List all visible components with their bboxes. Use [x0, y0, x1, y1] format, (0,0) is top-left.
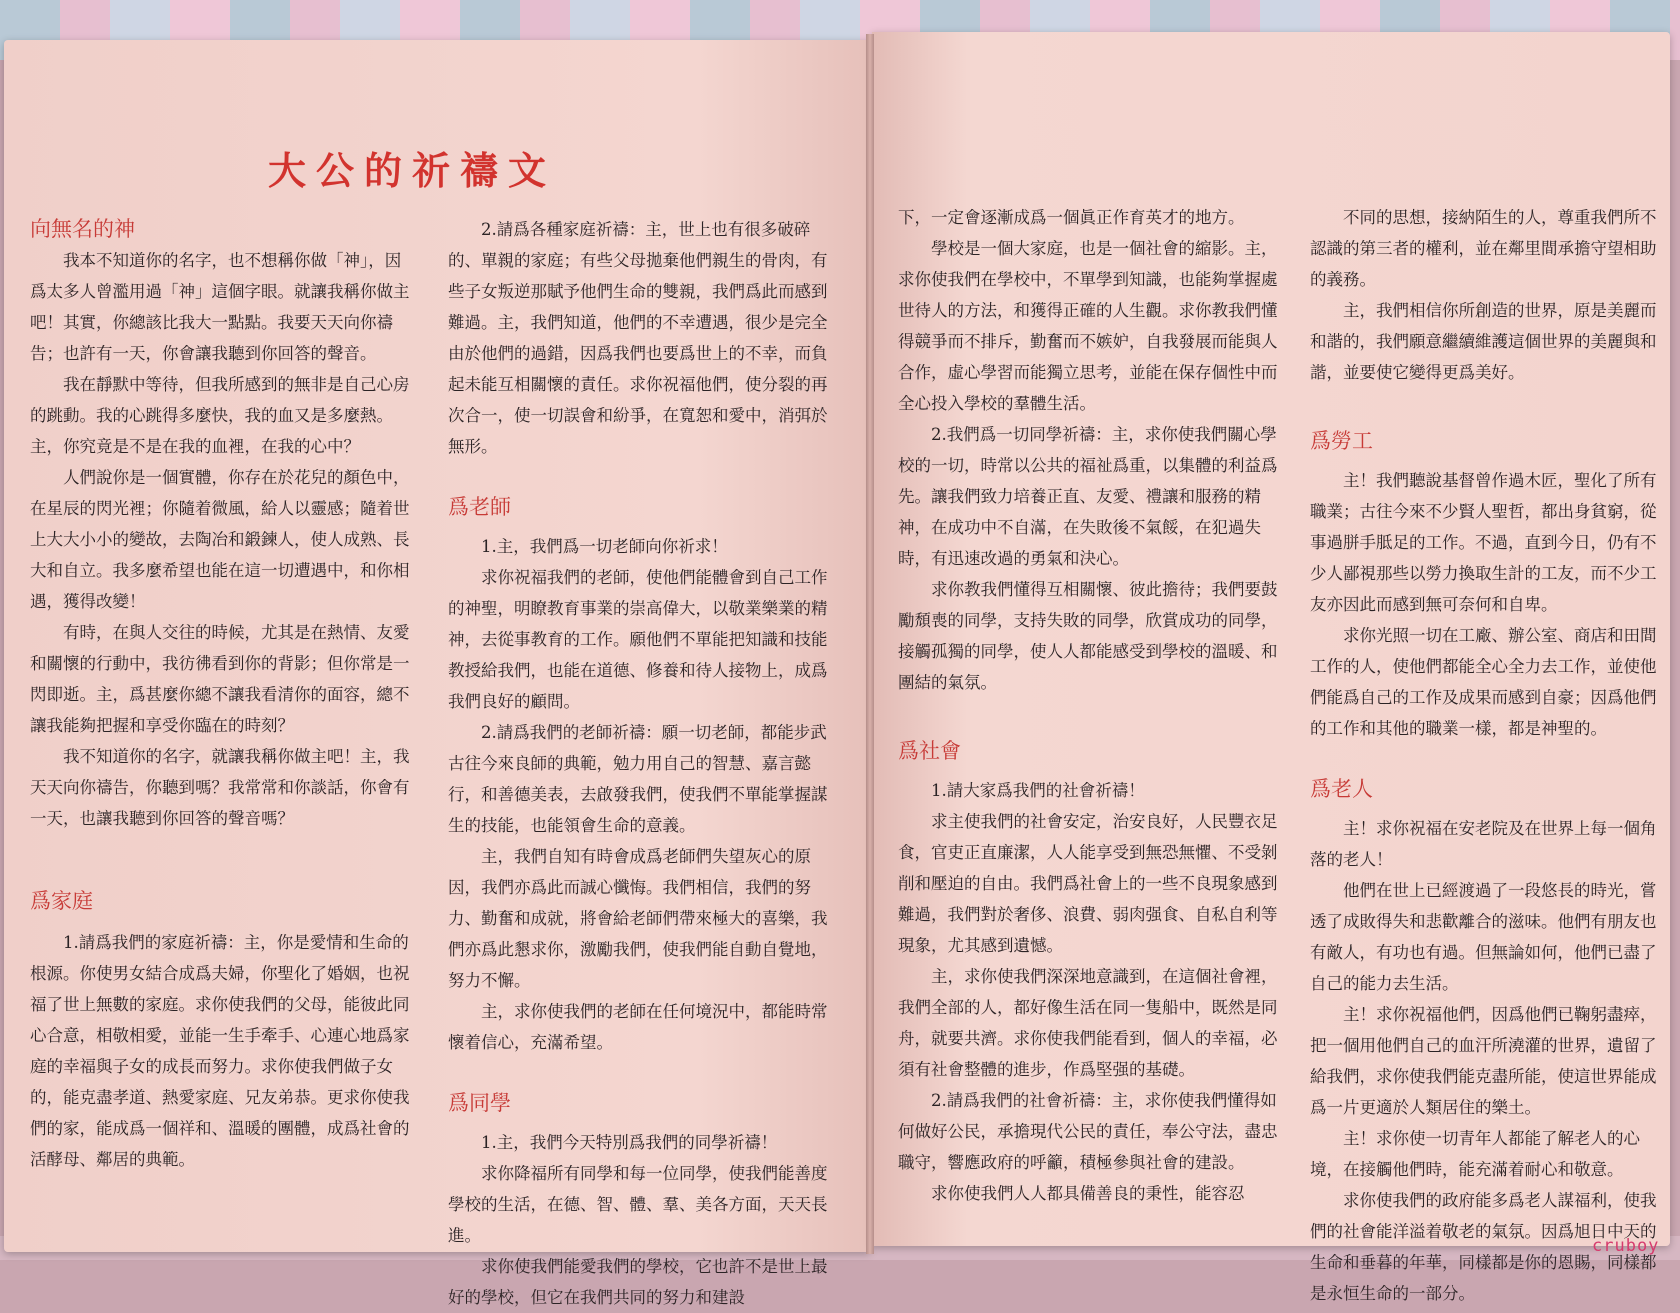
section-heading-teachers: 爲老師	[448, 495, 511, 519]
paragraph: 主！求你使一切青年人都能了解老人的心境，在接觸他們時，能充滿着耐心和敬意。	[1310, 1129, 1640, 1179]
paragraph: 主！求你祝福在安老院及在世界上每一個角落的老人！	[1310, 819, 1657, 869]
paragraph: 1.主，我們今天特別爲我們的同學祈禱！	[481, 1133, 778, 1152]
paragraph: 主，我們自知有時會成爲老師們失望灰心的原因，我們亦爲此而誠心懺悔。我們相信，我們的努力、勤奮和成就，將會給老師們帶來極大的喜樂，我們亦爲此懇求你，激勵我們，使我們能自動自覺地，努力不懈。	[448, 847, 828, 990]
paragraph: 下，一定會逐漸成爲一個眞正作育英才的地方。	[898, 208, 1245, 227]
column-3	[898, 202, 1278, 1209]
column-1	[30, 214, 414, 1175]
section-heading-society: 爲社會	[898, 739, 961, 763]
book-spine	[866, 34, 874, 1254]
paragraph: 2.我們爲一切同學祈禱：主，求你使我們關心學校的一切，時常以公共的福祉爲重，以集體的利益爲先。讓我們致力培養正直、友愛、禮讓和服務的精神，在成功中不自滿，在失敗後不氣餒，在犯過失時，有迅速改過的勇氣和決心。	[898, 425, 1278, 568]
paragraph: 求你光照一切在工廠、辦公室、商店和田間工作的人，使他們都能全心全力去工作，並使他們能爲自己的工作及成果而感到自豪；因爲他們的工作和其他的職業一樣，都是神聖的。	[1310, 626, 1657, 738]
paragraph: 2.請爲我們的社會祈禱：主，求你使我們懂得如何做好公民，承擔現代公民的責任，奉公守法，盡忠職守，響應政府的呼籲，積極參與社會的建設。	[898, 1091, 1278, 1172]
paragraph: 求你使我們人人都具備善良的秉性，能容忍	[931, 1184, 1245, 1203]
paragraph: 有時，在與人交往的時候，尤其是在熱情、友愛和關懷的行動中，我彷彿看到你的背影；但你常是一閃即逝。主，爲甚麼你總不讓我看清你的面容，總不讓我能夠把握和享受你臨在的時刻？	[30, 623, 410, 735]
page-title: 大公的祈禱文	[268, 148, 557, 193]
paragraph: 求你使我們能愛我們的學校，它也許不是世上最好的學校，但它在我們共同的努力和建設	[448, 1257, 828, 1307]
section-heading-nameless-god: 向無名的神	[30, 217, 135, 241]
paragraph: 我本不知道你的名字，也不想稱你做「神」，因爲太多人曾濫用過「神」這個字眼。就讓我稱你做主吧！其實，你總該比我大一點點。我要天天向你禱告；也許有一天，你會讓我聽到你回答的聲音。	[30, 251, 410, 363]
column-2	[448, 214, 834, 1313]
paragraph: 主，求你使我們深深地意識到，在這個社會裡，我們全部的人，都好像生活在同一隻船中，既然是同舟，就要共濟。求你使我們能看到，個人的幸福，必須有社會整體的進步，作爲堅强的基礎。	[898, 967, 1278, 1079]
paragraph: 求你使我們的政府能多爲老人謀福利，使我們的社會能洋溢着敬老的氣氛。因爲旭日中天的生命和垂暮的年華，同樣都是你的恩賜，同樣都是永恒生命的一部分。	[1310, 1191, 1657, 1303]
paragraph: 他們在世上已經渡過了一段悠長的時光，嘗透了成敗得失和悲歡離合的滋味。他們有朋友也有敵人，有功也有過。但無論如何，他們已盡了自己的能力去生活。	[1310, 881, 1657, 993]
paragraph: 主，我們相信你所創造的世界，原是美麗而和諧的，我們願意繼續維護這個世界的美麗與和諧，並要使它變得更爲美好。	[1310, 301, 1657, 382]
section-heading-elderly: 爲老人	[1310, 777, 1373, 801]
watermark: cruboy	[1592, 1236, 1660, 1256]
paragraph: 2.請爲我們的老師祈禱：願一切老師，都能步武古往今來良師的典範，勉力用自己的智慧、嘉言懿行，和善德美表，去啟發我們，使我們不單能掌握謀生的技能，也能領會生命的意義。	[448, 723, 828, 835]
paragraph: 求你教我們懂得互相關懷、彼此擔待；我們要鼓勵頹喪的同學，支持失敗的同學，欣賞成功的同學，接觸孤獨的同學，使人人都能感受到學校的溫暖、和團結的氣氛。	[898, 580, 1278, 692]
paragraph: 2.請爲各種家庭祈禱：主，世上也有很多破碎的、單親的家庭；有些父母拋棄他們親生的骨肉，有些子女叛逆那賦予他們生命的雙親，我們爲此而感到難過。主，我們知道，他們的不幸遭遇，很少是完全由於他們的過錯，因爲我們也要爲世上的不幸，而負起未能互相關懷的責任。求你祝福他們，使分裂的再次合一，使一切誤會和紛爭，在寬恕和愛中，消弭於無形。	[448, 220, 828, 456]
paragraph: 求你降福所有同學和每一位同學，使我們能善度學校的生活，在德、智、體、羣、美各方面，天天長進。	[448, 1164, 828, 1245]
paragraph: 1.主，我們爲一切老師向你祈求！	[481, 537, 728, 556]
paragraph: 人們說你是一個實體，你存在於花兒的顏色中，在星辰的閃光裡；你隨着微風，給人以靈感；隨着世上大大小小的變故，去陶冶和鍛鍊人，使人成熟、長大和自立。我多麼希望也能在這一切遭遇中，和你相遇，獲得改變！	[30, 468, 410, 611]
paragraph: 主！我們聽說基督曾作過木匠，聖化了所有職業；古往今來不少賢人聖哲，都出身貧窮，從事過胼手胝足的工作。不過，直到今日，仍有不少人鄙視那些以勞力換取生計的工友，而不少工友亦因此而感到無可奈何和自卑。	[1310, 471, 1657, 614]
paragraph: 不同的思想，接納陌生的人，尊重我們所不認識的第三者的權利，並在鄰里間承擔守望相助的義務。	[1310, 208, 1657, 289]
paragraph: 我不知道你的名字，就讓我稱你做主吧！主，我天天向你禱告，你聽到嗎？我常常和你談話，你會有一天，也讓我聽到你回答的聲音嗎？	[30, 747, 410, 828]
paragraph: 求主使我們的社會安定，治安良好，人民豐衣足食，官吏正直廉潔，人人能享受到無恐無懼、不受剝削和壓迫的自由。我們爲社會上的一些不良現象感到難過，我們對於奢侈、浪費、弱肉强食、自私自利等現象，尤其感到遺憾。	[898, 812, 1278, 955]
column-4	[1310, 202, 1662, 1309]
paragraph: 求你祝福我們的老師，使他們能體會到自己工作的神聖，明瞭教育事業的崇高偉大，以敬業樂業的精神，去從事教育的工作。願他們不單能把知識和技能教授給我們，也能在道德、修養和待人接物上，成爲我們良好的顧問。	[448, 568, 828, 711]
paragraph: 主，求你使我們的老師在任何境況中，都能時常懷着信心，充滿希望。	[448, 1002, 828, 1052]
paragraph: 學校是一個大家庭，也是一個社會的縮影。主，求你使我們在學校中，不單學到知識，也能夠掌握處世待人的方法，和獲得正確的人生觀。求你教我們懂得競爭而不排斥，勤奮而不嫉妒，自我發展而能與人合作，虛心學習而能獨立思考，並能在保存個性中而全心投入學校的羣體生活。	[898, 239, 1278, 413]
paragraph: 1.請大家爲我們的社會祈禱！	[931, 781, 1145, 800]
section-heading-workers: 爲勞工	[1310, 429, 1373, 453]
section-heading-classmates: 爲同學	[448, 1091, 511, 1115]
paragraph: 1.請爲我們的家庭祈禱：主，你是愛情和生命的根源。你使男女結合成爲夫婦，你聖化了婚姻，也祝福了世上無數的家庭。求你使我們的父母，能彼此同心合意，相敬相愛，並能一生手牽手、心連心地爲家庭的幸福與子女的成長而努力。求你使我們做子女的，能克盡孝道、熱愛家庭、兄友弟恭。更求你使我們的家，能成爲一個祥和、溫暖的團體，成爲社會的活酵母、鄰居的典範。	[30, 933, 410, 1169]
paragraph: 我在靜默中等待，但我所感到的無非是自己心房的跳動。我的心跳得多麼快，我的血又是多麼熱。主，你究竟是不是在我的血裡，在我的心中？	[30, 375, 410, 456]
section-heading-family: 爲家庭	[30, 889, 93, 913]
paragraph: 主！求你祝福他們，因爲他們已鞠躬盡瘁，把一個用他們自己的血汗所澆灌的世界，遺留了給我們，求你使我們能克盡所能，使這世界能成爲一片更適於人類居住的樂土。	[1310, 1005, 1657, 1117]
